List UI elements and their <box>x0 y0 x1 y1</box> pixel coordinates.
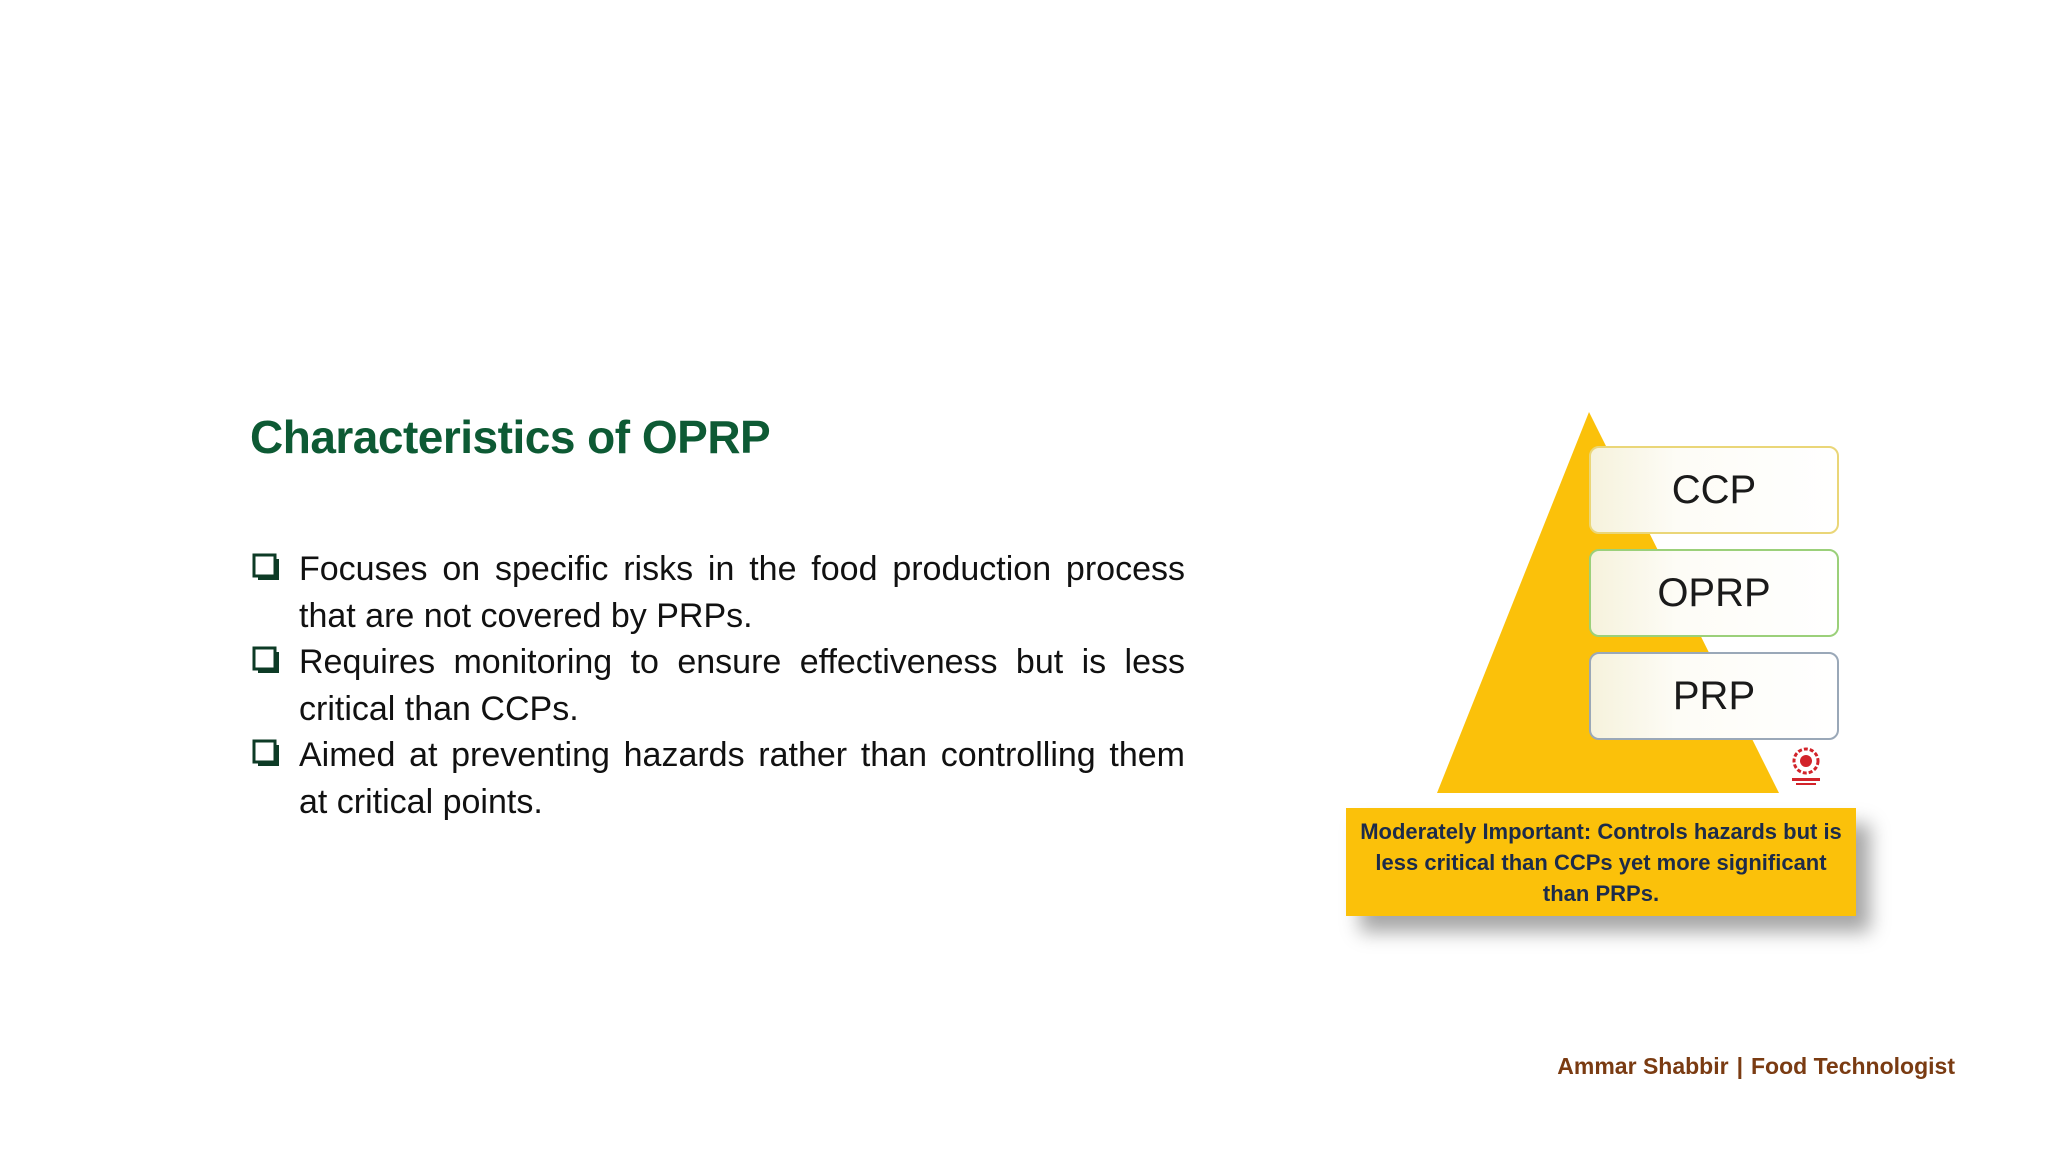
bullet-item <box>250 732 1185 825</box>
bullet-text: Focuses on specific risks in the food production process that are not covered by PRPs. <box>299 550 1185 635</box>
footer-separator: | <box>1736 1053 1743 1079</box>
slide-title: Characteristics of OPRP <box>250 411 771 463</box>
pyramid-level-prp: PRP <box>1589 652 1839 740</box>
pyramid-level-ccp: CCP <box>1589 446 1839 534</box>
pyramid-caption: Moderately Important: Controls hazards but is less critical than CCPs yet more significant than PRPs. <box>1360 818 1842 906</box>
footer-author: Ammar Shabbir <box>1557 1053 1729 1079</box>
bullet-text: Aimed at preventing hazards rather than controlling them at critical points. <box>299 736 1185 821</box>
footer-credit <box>1557 1053 1955 1080</box>
checkbox-icon <box>252 553 282 583</box>
bullet-text: Requires monitoring to ensure effectiveness but is less critical than CCPs. <box>299 643 1185 728</box>
footer-role: Food Technologist <box>1751 1053 1955 1079</box>
seal-logo-icon <box>1788 745 1824 787</box>
pyramid-level-oprp: OPRP <box>1589 549 1839 637</box>
bullet-item <box>250 546 1185 639</box>
checkbox-icon <box>252 646 282 676</box>
pyramid-caption-box <box>1346 808 1856 916</box>
bullet-list <box>250 546 1185 825</box>
checkbox-icon <box>252 739 282 769</box>
pyramid-diagram <box>1380 390 1850 800</box>
bullet-item <box>250 639 1185 732</box>
